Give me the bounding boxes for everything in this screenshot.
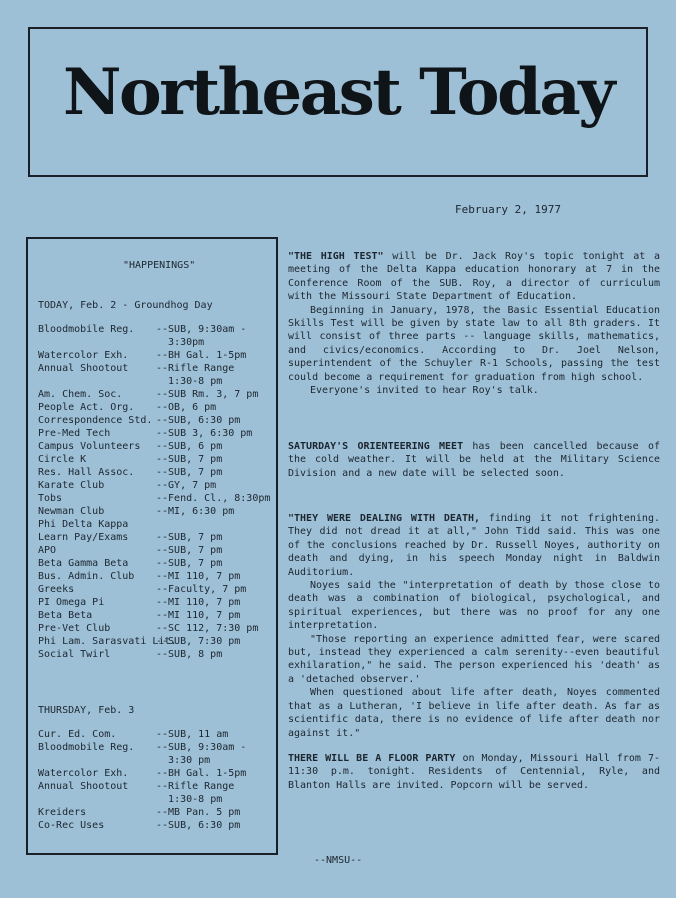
event-name: Kreiders bbox=[38, 807, 87, 818]
article-text: "Those reporting an experience admitted fear, were scared but, instead they experienced a calm serenity--even beautiful exhilaration," he said. The person experienced his 'death' as a 'detached observer.' bbox=[288, 633, 660, 685]
event-detail: --SUB, 9:30am - 3:30 pm bbox=[156, 742, 247, 766]
event-row bbox=[38, 648, 278, 661]
event-name: Newman Club bbox=[38, 506, 105, 517]
event-detail: --MI 110, 7 pm bbox=[156, 571, 241, 582]
event-row bbox=[38, 544, 278, 557]
event-name: Annual Shootout bbox=[38, 363, 129, 374]
event-row bbox=[38, 388, 278, 401]
event-name: Watercolor Exh. bbox=[38, 350, 129, 361]
event-row bbox=[38, 492, 278, 505]
event-name: People Act. Org. bbox=[38, 402, 135, 413]
event-detail: --SUB, 7 pm bbox=[156, 545, 223, 556]
article-text: Beginning in January, 1978, the Basic Essential Education Skills Test will be given by state law to all 8th graders. It will consist of three parts -- language skills, mathematics, and civics/economics. According to Dr. Joel Nelson, superintendent of the Schuyler R-1 Schools, passing the test could become a requirement for graduation from high school. bbox=[288, 304, 660, 383]
event-name: Greeks bbox=[38, 584, 75, 595]
article-text: Noyes said the "interpretation of death by those close to death was a combination of biological, psychological, and spiritual experiences, but there was no proof for any one interpretation. bbox=[288, 580, 660, 632]
event-row bbox=[38, 466, 278, 479]
event-name: Annual Shootout bbox=[38, 781, 129, 792]
event-detail: --Rifle Range 1:30-8 pm bbox=[156, 363, 235, 387]
event-detail: --SUB 3, 6:30 pm bbox=[156, 428, 253, 439]
event-detail bbox=[156, 518, 278, 531]
event-name: Bloodmobile Reg. bbox=[38, 324, 135, 335]
event-row bbox=[38, 767, 278, 780]
article-lead: THERE WILL BE A FLOOR PARTY bbox=[288, 753, 456, 764]
events-list-thursday bbox=[38, 728, 278, 832]
event-name: Am. Chem. Soc. bbox=[38, 389, 123, 400]
happenings-heading: "HAPPENINGS" bbox=[123, 260, 196, 271]
event-name: Social Twirl bbox=[38, 649, 111, 660]
event-detail: --SUB, 6:30 pm bbox=[156, 820, 241, 831]
event-row bbox=[38, 635, 278, 648]
event-name: Beta Gamma Beta bbox=[38, 558, 129, 569]
article-paragraph bbox=[288, 633, 660, 687]
event-row bbox=[38, 780, 278, 806]
event-row bbox=[38, 479, 278, 492]
happenings-box bbox=[26, 237, 278, 855]
event-detail: --SUB, 6 pm bbox=[156, 441, 223, 452]
masthead-box bbox=[28, 27, 648, 177]
article-text: finding it not frightening. They did not dread it at all," John Tidd said. This was one of the conclusions reached by Dr. Russell Noyes, authority on death and dying, in his speech Monday night in Baldwin Auditorium. bbox=[288, 513, 660, 578]
day-heading-thursday: THURSDAY, Feb. 3 bbox=[38, 705, 135, 716]
event-row bbox=[38, 414, 278, 427]
event-detail: --BH Gal. 1-5pm bbox=[156, 768, 247, 779]
event-name: Bus. Admin. Club bbox=[38, 571, 135, 582]
event-detail: --SUB, 11 am bbox=[156, 729, 229, 740]
event-detail: --MI, 6:30 pm bbox=[156, 506, 235, 517]
event-detail: --MB Pan. 5 pm bbox=[156, 807, 241, 818]
article-floor-party bbox=[288, 752, 660, 792]
event-name: Tobs bbox=[38, 493, 63, 504]
article-text: When questioned about life after death, Noyes commented that as a Lutheran, 'I believe in life after death. As far as scientific data, there is no evidence of life after death nor against it." bbox=[288, 687, 660, 739]
article-paragraph bbox=[288, 250, 660, 304]
event-name: Pre-Med Tech bbox=[38, 428, 111, 439]
event-detail: --SUB, 6:30 pm bbox=[156, 415, 241, 426]
event-row bbox=[38, 583, 278, 596]
event-row bbox=[38, 557, 278, 570]
event-name: Res. Hall Assoc. bbox=[38, 467, 135, 478]
event-detail: --OB, 6 pm bbox=[156, 402, 217, 413]
article-paragraph bbox=[288, 384, 660, 397]
issue-date: February 2, 1977 bbox=[455, 203, 561, 216]
article-lead: SATURDAY'S ORIENTEERING MEET bbox=[288, 441, 464, 452]
article-paragraph bbox=[288, 440, 660, 480]
event-detail: --SUB, 7 pm bbox=[156, 558, 223, 569]
event-row bbox=[38, 570, 278, 583]
event-name: Phi Lam. Sarasvati Lit. bbox=[38, 636, 177, 647]
event-row bbox=[38, 349, 278, 362]
event-row bbox=[38, 596, 278, 609]
event-row bbox=[38, 427, 278, 440]
event-detail: --MI 110, 7 pm bbox=[156, 610, 241, 621]
article-paragraph bbox=[288, 686, 660, 740]
event-name: Co-Rec Uses bbox=[38, 820, 105, 831]
event-row bbox=[38, 323, 278, 349]
event-name: Campus Volunteers bbox=[38, 441, 141, 452]
event-name: Pre-Vet Club bbox=[38, 623, 111, 634]
article-text: has been cancelled because of the cold weather. It will be held at the Military Science Division and a new date will be selected soon. bbox=[288, 441, 660, 479]
day-heading-today: TODAY, Feb. 2 - Groundhog Day bbox=[38, 300, 213, 311]
page-footer: --NMSU-- bbox=[314, 855, 363, 866]
event-name: Circle K bbox=[38, 454, 87, 465]
event-detail: --SUB, 9:30am - 3:30pm bbox=[156, 324, 247, 348]
event-detail: --SUB, 7 pm bbox=[156, 467, 223, 478]
event-row bbox=[38, 806, 278, 819]
article-lead: "THEY WERE DEALING WITH DEATH, bbox=[288, 513, 481, 524]
article-paragraph bbox=[288, 512, 660, 579]
event-detail: --Fend. Cl., 8:30pm bbox=[156, 493, 271, 504]
event-name: Phi Delta Kappa bbox=[38, 519, 129, 530]
event-detail: --MI 110, 7 pm bbox=[156, 597, 241, 608]
event-detail: --SUB, 7:30 pm bbox=[156, 636, 241, 647]
article-death bbox=[288, 512, 660, 740]
article-paragraph bbox=[288, 752, 660, 792]
event-row bbox=[38, 518, 278, 531]
event-name: Bloodmobile Reg. bbox=[38, 742, 135, 753]
event-row bbox=[38, 728, 278, 741]
event-row bbox=[38, 401, 278, 414]
event-name: Correspondence Std. bbox=[38, 415, 153, 426]
article-paragraph bbox=[288, 579, 660, 633]
event-row bbox=[38, 505, 278, 518]
event-row bbox=[38, 362, 278, 388]
event-detail: --SUB, 7 pm bbox=[156, 454, 223, 465]
event-name: Watercolor Exh. bbox=[38, 768, 129, 779]
masthead-title: Northeast Today bbox=[63, 55, 613, 130]
event-detail: --SC 112, 7:30 pm bbox=[156, 623, 259, 634]
article-paragraph bbox=[288, 304, 660, 384]
article-text: will be Dr. Jack Roy's topic tonight at a meeting of the Delta Kappa education honorary at 7 in the Conference Room of the SUB. Roy, a director of curriculum with the Missouri State Department of Education. bbox=[288, 251, 660, 303]
event-detail: --GY, 7 pm bbox=[156, 480, 217, 491]
event-detail: --SUB, 8 pm bbox=[156, 649, 223, 660]
article-orienteering bbox=[288, 440, 660, 480]
article-text: Everyone's invited to hear Roy's talk. bbox=[310, 385, 539, 397]
event-row bbox=[38, 453, 278, 466]
event-row bbox=[38, 622, 278, 635]
event-detail: --Rifle Range 1:30-8 pm bbox=[156, 781, 235, 805]
event-row bbox=[38, 609, 278, 622]
event-row bbox=[38, 440, 278, 453]
event-detail: --BH Gal. 1-5pm bbox=[156, 350, 247, 361]
event-name: Karate Club bbox=[38, 480, 105, 491]
event-detail: --SUB, 7 pm bbox=[156, 532, 223, 543]
event-row bbox=[38, 531, 278, 544]
article-roy-talk bbox=[288, 250, 660, 397]
event-name: Cur. Ed. Com. bbox=[38, 729, 117, 740]
events-list-today bbox=[38, 323, 278, 661]
event-name: Beta Beta bbox=[38, 610, 93, 621]
article-text: on Monday, Missouri Hall from 7-11:30 p.m. tonight. Residents of Centennial, Ryle, and Blanton Halls are invited. Popcorn will be served. bbox=[288, 753, 660, 791]
event-name: APO bbox=[38, 545, 57, 556]
event-name: PI Omega Pi bbox=[38, 597, 105, 608]
event-detail: --SUB Rm. 3, 7 pm bbox=[156, 389, 259, 400]
event-detail: --Faculty, 7 pm bbox=[156, 584, 247, 595]
event-row bbox=[38, 819, 278, 832]
article-lead: "THE HIGH TEST" bbox=[288, 251, 384, 262]
event-name: Learn Pay/Exams bbox=[38, 532, 129, 543]
event-row bbox=[38, 741, 278, 767]
